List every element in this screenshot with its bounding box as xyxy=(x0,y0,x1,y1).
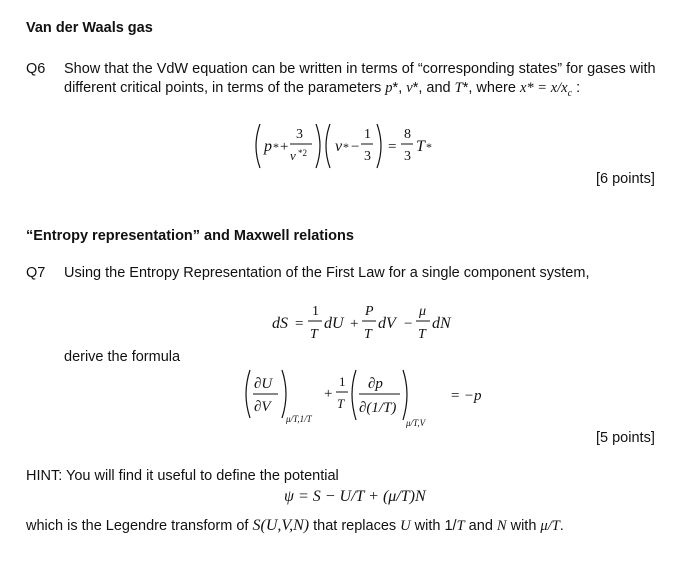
q6-number: Q6 xyxy=(26,61,46,77)
svg-text:∂V: ∂V xyxy=(254,399,271,415)
svg-text:−: − xyxy=(404,316,413,332)
q6-line1: Show that the VdW equation can be written in terms of “corresponding states” for gases with xyxy=(64,61,656,77)
svg-text:μ/T,1/T: μ/T,1/T xyxy=(286,414,312,424)
svg-text:−: − xyxy=(351,139,360,155)
svg-text:1: 1 xyxy=(364,127,371,142)
q7-points: [5 points] xyxy=(596,430,655,446)
svg-text:∂(1/T): ∂(1/T) xyxy=(359,400,397,416)
svg-text:μ/T,V: μ/T,V xyxy=(406,418,426,428)
svg-text:= −p: = −p xyxy=(450,388,482,404)
svg-text:3: 3 xyxy=(296,127,303,142)
svg-text:dV: dV xyxy=(378,315,396,332)
svg-text:T: T xyxy=(364,327,372,342)
section-title-vdw: Van der Waals gas xyxy=(26,20,153,36)
q6-points: [6 points] xyxy=(596,171,655,187)
svg-text:p: p xyxy=(264,138,272,155)
hint-potential: ψ = S − U/T + (μ/T)N xyxy=(284,488,426,505)
svg-text:dS: dS xyxy=(272,315,288,332)
svg-text:+: + xyxy=(350,316,359,332)
svg-text:T: T xyxy=(310,327,318,342)
svg-text:=: = xyxy=(388,139,397,155)
svg-text:T: T xyxy=(418,327,426,342)
svg-text:8: 8 xyxy=(404,127,411,142)
q6-line2: different critical points, in terms of the parameters p*, v*, and T*, where $x* = x/x_c$ : xyxy=(64,80,581,99)
svg-text:∂U: ∂U xyxy=(254,376,273,392)
svg-text:3: 3 xyxy=(364,149,371,164)
svg-text:*: * xyxy=(343,140,349,154)
svg-text:v: v xyxy=(335,138,343,155)
q7-line1: Using the Entropy Representation of the First Law for a single component system, xyxy=(64,265,590,281)
hint-line2: which is the Legendre transform of S(U,V,N) that replaces U with 1/T and N with μ/T. xyxy=(26,517,564,534)
svg-text:+: + xyxy=(280,139,289,155)
svg-text:T: T xyxy=(337,396,345,411)
derive-text: derive the formula xyxy=(64,349,181,365)
svg-text:=: = xyxy=(295,316,304,332)
vdw-reduced-equation xyxy=(250,118,480,174)
svg-text:1: 1 xyxy=(312,304,319,319)
svg-text:*: * xyxy=(426,140,432,154)
svg-text:*: * xyxy=(273,140,279,154)
svg-text:3: 3 xyxy=(404,149,411,164)
svg-text:P: P xyxy=(365,304,374,319)
svg-text:dN: dN xyxy=(432,315,451,332)
svg-text:v: v xyxy=(290,148,296,163)
svg-text:1: 1 xyxy=(339,374,346,389)
svg-text:dU: dU xyxy=(324,315,344,332)
hint-line: HINT: You will find it useful to define the potential xyxy=(26,468,339,484)
entropy-first-law-equation xyxy=(272,300,462,350)
svg-text:*2: *2 xyxy=(298,148,307,158)
svg-text:T: T xyxy=(416,138,425,155)
maxwell-relation-equation xyxy=(240,366,500,430)
svg-text:μ: μ xyxy=(419,304,427,319)
section-title-entropy: “Entropy representation” and Maxwell relations xyxy=(26,228,354,244)
svg-text:+: + xyxy=(324,386,333,402)
svg-text:∂p: ∂p xyxy=(368,376,383,392)
q7-number: Q7 xyxy=(26,265,46,281)
